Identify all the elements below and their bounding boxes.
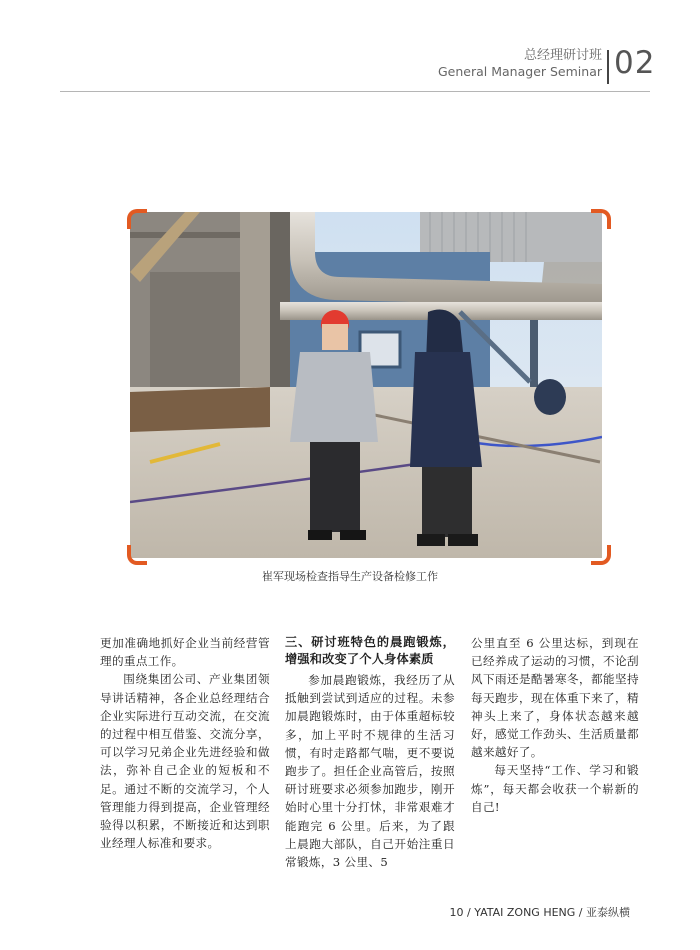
photo-caption: 崔军现场检查指导生产设备检修工作 xyxy=(262,570,438,583)
article-column-1 xyxy=(100,634,270,852)
paragraph: 公里直至 6 公里达标，到现在已经养成了运动的习惯，不论刮风下雨还是酷暑寒冬，都能坚持每天跑步，现在体重下来了，精神头上来了，身体状态越来越好，感觉工作劲头、生活质量都越来越好了。 xyxy=(471,636,639,760)
article-column-3 xyxy=(471,634,639,816)
photo-corner-top-right xyxy=(591,209,611,229)
paragraph: 围绕集团公司、产业集团领导讲话精神，各企业总经理结合企业实际进行互动交流，在交流的过程中相互借鉴、交流分享，可以学习兄弟企业先进经验和做法，弥补自己企业的短板和不足。通过不断的交流学习，个人管理能力得到提高，企业管理经验得以积累，不断接近和达到职业经理人标准和要求。 xyxy=(100,672,270,851)
photo-corner-bottom-right xyxy=(591,545,611,565)
article-column-2 xyxy=(285,634,455,871)
section-number: 02 xyxy=(614,45,656,81)
header-rule xyxy=(60,91,650,92)
paragraph: 每天坚持“工作、学习和锻炼”，每天都会收获一个崭新的自己! xyxy=(471,763,639,814)
paragraph: 参加晨跑锻炼，我经历了从抵触到尝试到适应的过程。未参加晨跑锻炼时，由于体重超标较多，加上平时不规律的生活习惯，有时走路都气喘，更不要说跑步了。担任企业高管后，按照研讨班要求必须参加跑步，刚开始时心里十分打怵，非常艰难才能跑完 6 公里。后来，为了跟上晨跑大部队，自己开始注重日常锻炼，3 公里、5 xyxy=(285,673,455,870)
section-heading: 三、研讨班特色的晨跑锻炼，增强和改变了个人身体素质 xyxy=(285,635,455,666)
section-header xyxy=(438,48,602,80)
section-title-en: General Manager Seminar xyxy=(438,64,602,79)
section-title-cn: 总经理研讨班 xyxy=(523,48,602,63)
photo-illustration xyxy=(130,212,602,558)
header-divider xyxy=(607,50,609,84)
paragraph: 更加准确地抓好企业当前经营管理的重点工作。 xyxy=(100,636,270,669)
site-inspection-photo xyxy=(130,212,602,558)
page-footer: 10 / YATAI ZONG HENG / 亚泰纵横 xyxy=(449,906,630,919)
photo-corner-top-left xyxy=(127,209,147,229)
photo-corner-bottom-left xyxy=(127,545,147,565)
